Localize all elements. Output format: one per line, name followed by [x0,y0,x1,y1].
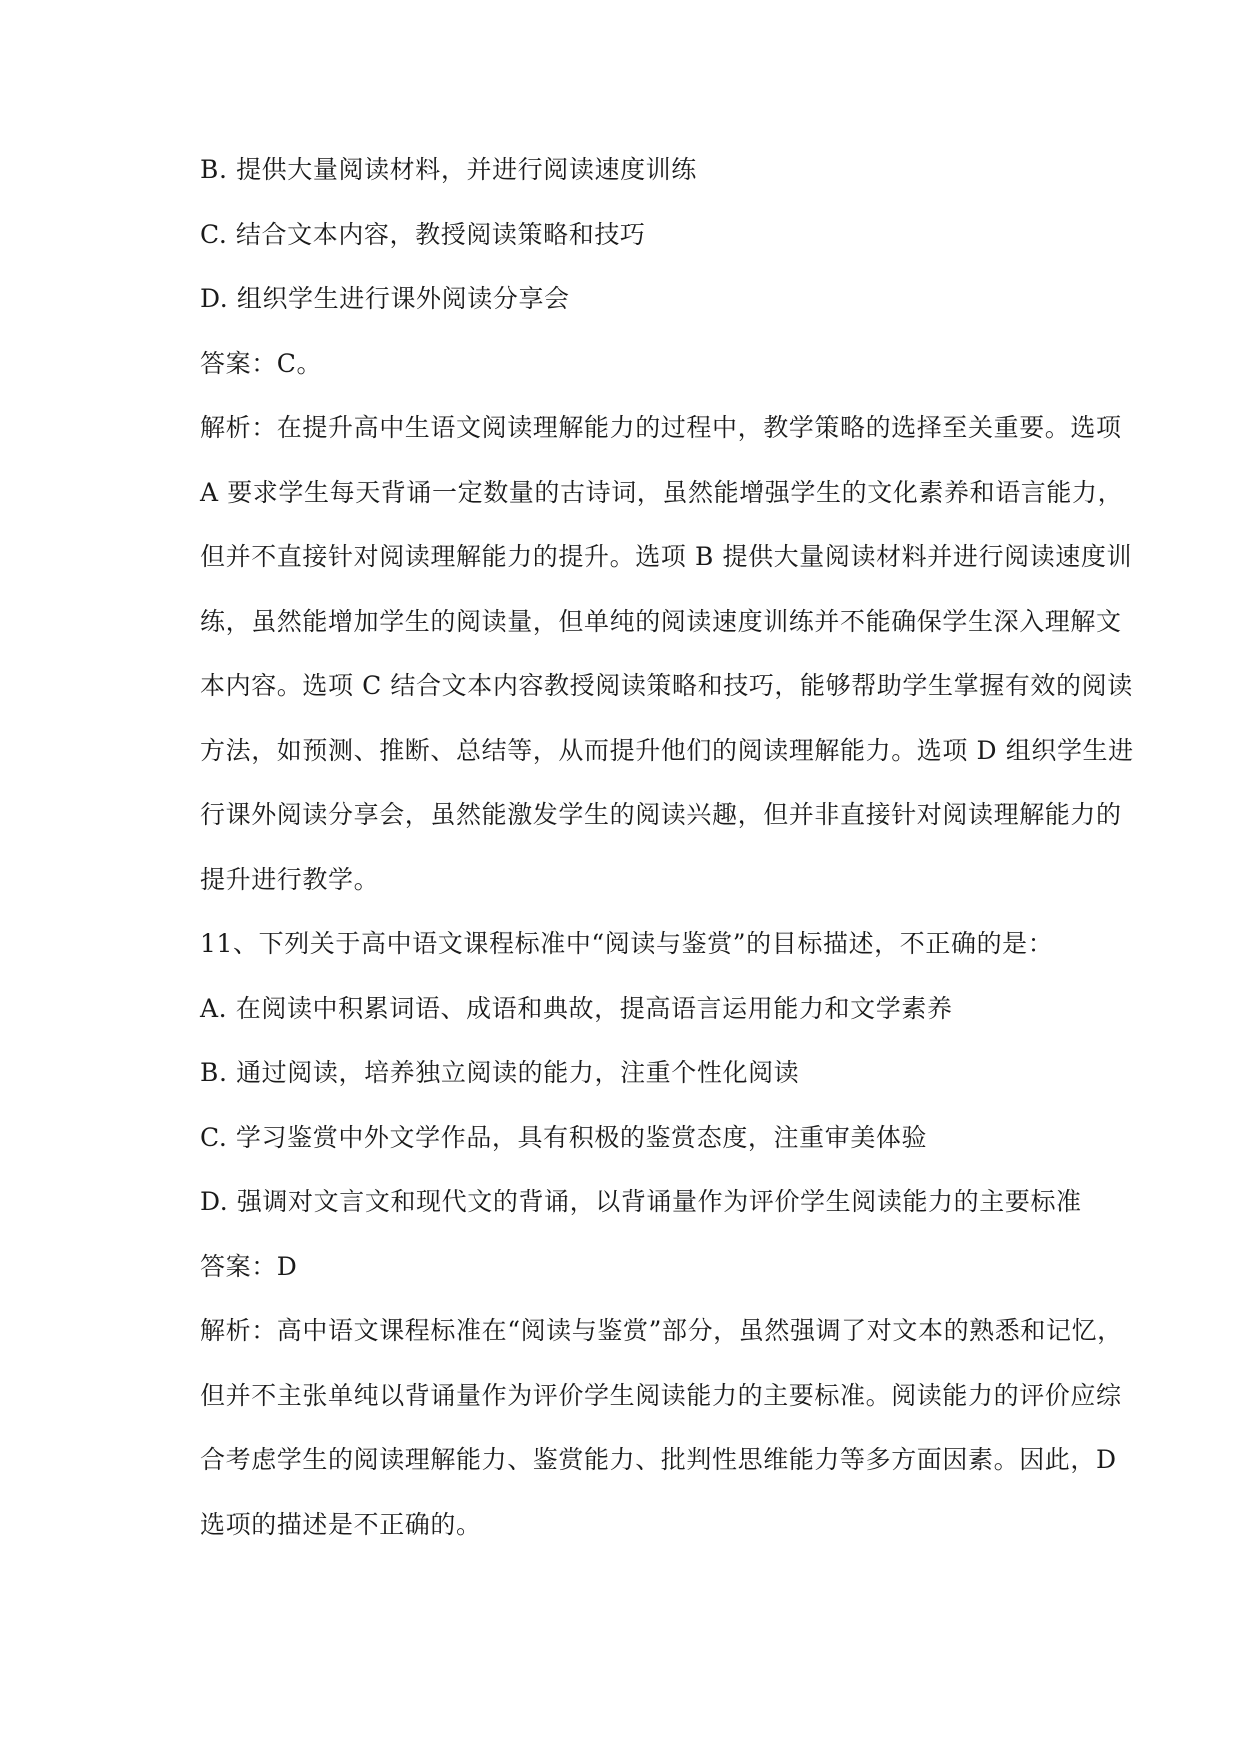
q11-answer: 答案：D [200,1251,298,1281]
q11-option-a: A. 在阅读中积累词语、成语和典故，提高语言运用能力和文学素养 [200,993,953,1023]
q10-analysis [200,396,1134,912]
q10-analysis-line: 提升进行教学。 [200,864,380,894]
q11-analysis [200,1299,1123,1557]
q11-option-d: D. 强调对文言文和现代文的背诵，以背诵量作为评价学生阅读能力的主要标准 [200,1187,1082,1216]
q10-analysis-line: 解析：在提升高中生语文阅读理解能力的过程中，教学策略的选择至关重要。选项 [200,413,1122,442]
q10-option-d: D. 组织学生进行课外阅读分享会 [200,284,570,313]
q11-analysis-line: 但并不主张单纯以背诵量作为评价学生阅读能力的主要标准。阅读能力的评价应综 [200,1380,1122,1410]
q10-option-b: B. 提供大量阅读材料，并进行阅读速度训练 [200,155,697,184]
q10-analysis-line: 行课外阅读分享会，虽然能激发学生的阅读兴趣，但并非直接针对阅读理解能力的 [200,800,1122,829]
q10-analysis-line: 本内容。选项 C 结合文本内容教授阅读策略和技巧，能够帮助学生掌握有效的阅读 [200,671,1133,700]
q11-stem: 11、下列关于高中语文课程标准中“阅读与鉴赏”的目标描述，不正确的是： [200,929,1054,958]
q10-analysis-line: 但并不直接针对阅读理解能力的提升。选项 B 提供大量阅读材料并进行阅读速度训 [200,542,1133,571]
q10-analysis-line: 方法，如预测、推断、总结等，从而提升他们的阅读理解能力。选项 D 组织学生进 [200,735,1134,765]
q10-analysis-line: 练，虽然能增加学生的阅读量，但单纯的阅读速度训练并不能确保学生深入理解文 [200,606,1122,636]
q11-analysis-line: 解析：高中语文课程标准在“阅读与鉴赏”部分，虽然强调了对文本的熟悉和记忆， [200,1316,1123,1345]
q10-option-c: C. 结合文本内容，教授阅读策略和技巧 [200,219,646,249]
q11-analysis-line: 合考虑学生的阅读理解能力、鉴赏能力、批判性思维能力等多方面因素。因此，D [200,1445,1117,1474]
q10-answer: 答案：C。 [200,348,323,378]
q11-option-c: C. 学习鉴赏中外文学作品，具有积极的鉴赏态度，注重审美体验 [200,1122,928,1152]
q10-analysis-line: A 要求学生每天背诵一定数量的古诗词，虽然能增强学生的文化素养和语言能力， [200,477,1124,507]
q11-analysis-line: 选项的描述是不正确的。 [200,1509,482,1539]
document-page [200,138,1134,1557]
q11-option-b: B. 通过阅读，培养独立阅读的能力，注重个性化阅读 [200,1058,800,1087]
